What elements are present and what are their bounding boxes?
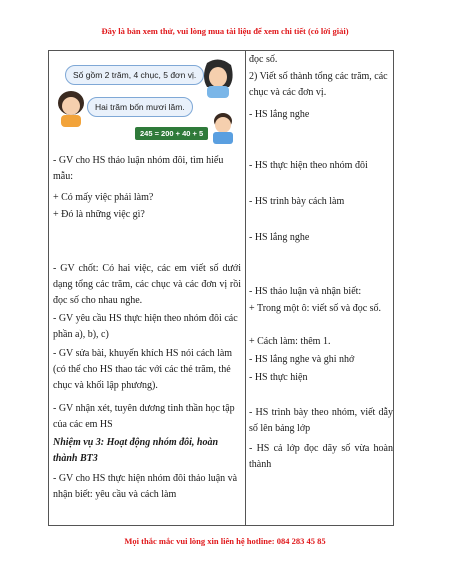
- lesson-illustration: [57, 55, 245, 145]
- paragraph: - HS thực hiện theo nhóm đôi: [249, 160, 368, 171]
- paragraph: + Đó là những việc gì?: [53, 209, 145, 220]
- speech-bubble-1: Số gồm 2 trăm, 4 chục, 5 đơn vị.: [65, 65, 204, 85]
- paragraph: - GV yêu cầu HS thực hiện theo nhóm đôi các phần a), b), c): [53, 313, 238, 340]
- paragraph: - GV sửa bài, khuyến khích HS nói cách làm (có thể cho HS thao tác với các thẻ trăm, thẻ chục và khối lập phương).: [53, 348, 233, 391]
- paragraph: - HS lắng nghe: [249, 109, 310, 120]
- girl-top-icon: [204, 59, 233, 98]
- paragraph: - HS lắng nghe: [249, 232, 310, 243]
- hotline-banner: Mọi thắc mắc vui lòng xin liên hệ hotline: 084 283 45 85: [124, 536, 326, 546]
- equation-card: 245 = 200 + 40 + 5: [135, 127, 208, 140]
- paragraph: - HS cả lớp đọc dãy số vừa hoàn thành: [249, 443, 393, 470]
- paragraph: + Có mấy việc phải làm?: [53, 192, 154, 203]
- task-heading: Nhiệm vụ 3: Hoạt động nhóm đôi, hoàn thành BT3: [53, 437, 219, 464]
- paragraph: - GV cho HS thảo luận nhóm đôi, tìm hiểu mẫu:: [53, 155, 224, 182]
- paragraph: + Cách làm: thêm 1.: [249, 336, 331, 347]
- paragraph: - HS trình bày cách làm: [249, 196, 345, 207]
- girl-left-icon: [58, 91, 84, 127]
- paragraph: - HS thảo luận và nhận biết:: [249, 286, 362, 297]
- paragraph: - HS thực hiện: [249, 372, 308, 383]
- paragraph: - HS trình bày theo nhóm, viết dẫy số lên bảng lớp: [249, 407, 393, 434]
- paragraph: - GV nhận xét, tuyên dương tinh thần học tập của các em HS: [53, 403, 235, 430]
- boy-icon: [213, 113, 233, 144]
- paragraph: - HS lắng nghe và ghi nhớ: [249, 354, 355, 365]
- paragraph: - GV cho HS thực hiện nhóm đôi thảo luận và nhận biết: yêu cầu và cách làm: [53, 473, 238, 500]
- paragraph: đọc số.: [249, 54, 278, 65]
- paragraph: + Trong một ô: viết số và đọc số.: [249, 303, 382, 314]
- paragraph: 2) Viết số thành tổng các trăm, các chục và các đơn vị.: [249, 71, 388, 98]
- column-divider: [245, 51, 246, 525]
- lesson-table: [48, 50, 394, 526]
- preview-banner: Đây là bản xem thử, vui lòng mua tài liệu để xem chi tiết (có lời giải): [101, 26, 349, 36]
- speech-bubble-2: Hai trăm bốn mươi lăm.: [87, 97, 193, 117]
- paragraph: - GV chốt: Có hai việc, các em viết số dưới dạng tổng các trăm, các chục và các đơn vị rồi đọc số cho nhau nghe.: [53, 263, 241, 306]
